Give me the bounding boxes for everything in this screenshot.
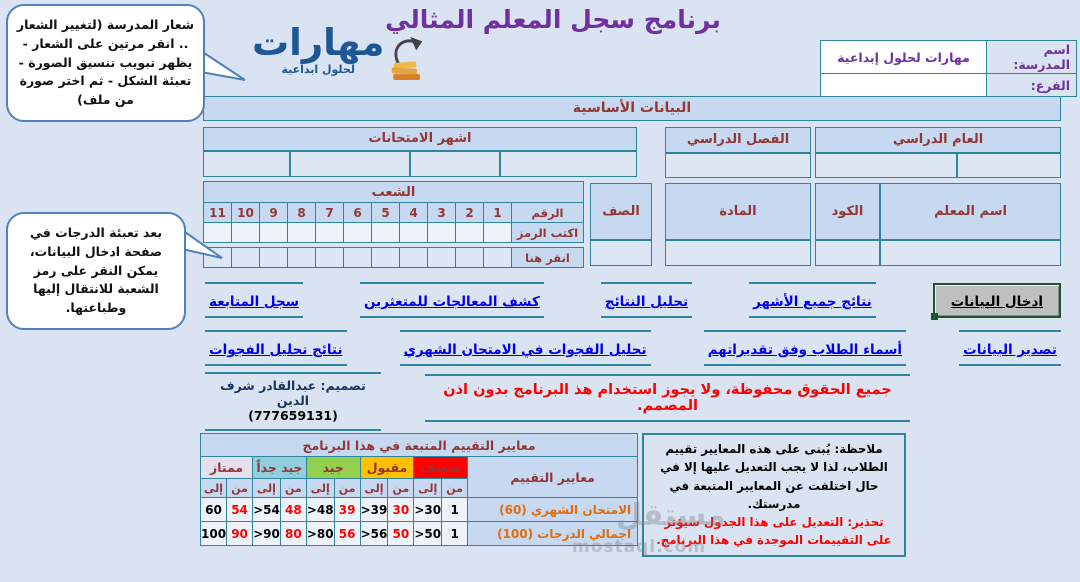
section-code-cell-4[interactable] [400,223,428,243]
section-number-5: 5 [372,203,400,223]
basic-data-section-title: البيانات الأساسية [203,96,1061,121]
logo-tagline: لحلول ابداعية [281,63,355,76]
nav-export-data[interactable] [959,330,1061,366]
logo-hint-text: شعار المدرسة (لتغيير الشعار .. انقر مرتين على الشعار - يظهر تبويب تنسيق الصورة - تعبئة الشكل - ثم اختر صورة من ملف) [16,17,195,107]
criteria-to-cell[interactable]: >90 [253,522,281,546]
school-logo[interactable] [252,21,427,98]
section-code-cell-7[interactable] [316,223,344,243]
grade-label: الصف [590,183,652,240]
to-label: إلى [360,479,388,498]
nav-export-data-label: تصدير البيانات [963,342,1057,358]
section-code-cell-8[interactable] [288,223,316,243]
sections-header: الشعب [204,182,584,203]
section-number-3: 3 [428,203,456,223]
nav-gap-analysis-results[interactable] [205,330,347,366]
grade-header-weak: ضعيف [414,457,468,479]
nav-all-months-results-label: نتائج جميع الأشهر [753,294,872,310]
criteria-col-label: معايير التقييم [468,457,638,498]
section-click-cell-7[interactable] [316,248,344,268]
criteria-table [200,433,638,546]
to-label: إلى [414,479,442,498]
subject-input[interactable] [665,240,811,266]
school-name-value[interactable]: مهارات لحلول إبداعية [821,41,987,74]
lamp-books-icon [388,24,427,90]
criteria-to-cell[interactable]: >48 [306,498,334,522]
note-text: ملاحظة: يُبنى على هذه المعايير تقييم الطلاب، لذا لا يجب التعديل عليها إلا في حال اختلفت عن المعايير المتبعة في مدرستك. [660,442,888,511]
nav-remedial-sheet-label: كشف المعالجات للمتعثرين [364,294,540,310]
exam-month-input-4[interactable] [203,151,290,177]
criteria-to-cell[interactable]: 60 [201,498,227,522]
criteria-to-cell[interactable]: 100 [201,522,227,546]
exam-month-input-2[interactable] [410,151,500,177]
criteria-to-cell[interactable]: >50 [414,522,442,546]
subject-block [665,183,811,266]
nav-results-analysis[interactable] [601,282,692,318]
designer-phone: (777659131) [248,408,338,423]
from-label: من [227,479,253,498]
section-code-cell-1[interactable] [484,223,512,243]
nav-gap-analysis-results-label: نتائج تحليل الفجوات [209,342,343,358]
nav-students-by-grade-label: أسماء الطلاب وفق تقديراتهم [707,342,903,358]
criteria-to-cell[interactable]: >54 [253,498,281,522]
grade-header-excellent: ممتاز [201,457,253,479]
nav-monthly-exam-gap-analysis[interactable] [400,330,651,366]
nav-monthly-exam-gap-analysis-label: تحليل الفجوات في الامتحان الشهري [403,342,647,358]
row-click-label: انقر هنا [512,248,584,268]
nav-row-1 [205,282,1061,318]
exam-months-block [203,127,637,177]
section-code-cell-5[interactable] [372,223,400,243]
row-number-label: الرقم [512,203,584,223]
nav-follow-up-record-label: سجل المتابعة [209,294,299,310]
branch-value[interactable] [821,74,987,97]
criteria-from-cell[interactable]: 80 [280,522,306,546]
section-number-6: 6 [344,203,372,223]
criteria-from-cell[interactable]: 39 [334,498,360,522]
section-click-cell-10[interactable] [232,248,260,268]
academic-year-label: العام الدراسي [815,127,1061,153]
copyright-notice: جميع الحقوق محفوظة، ولا يجوز استخدام هذ البرنامج بدون اذن المصمم. [425,374,910,422]
nav-remedial-sheet[interactable] [360,282,544,318]
exam-month-input-3[interactable] [290,151,410,177]
exam-month-input-1[interactable] [500,151,637,177]
section-click-cell-2[interactable] [456,248,484,268]
section-click-cell-4[interactable] [400,248,428,268]
nav-all-months-results[interactable] [749,282,876,318]
teacher-block [815,183,1061,266]
section-number-8: 8 [288,203,316,223]
section-number-7: 7 [316,203,344,223]
criteria-from-cell[interactable]: 54 [227,498,253,522]
logo-text-wrap [252,21,385,76]
criteria-row-label-total-grades: اجمالي الدرجات (100) [468,522,638,546]
to-label: إلى [201,479,227,498]
criteria-to-cell[interactable]: >30 [414,498,442,522]
academic-year-input-1[interactable] [957,153,1061,178]
grade-header-good: جيد [306,457,360,479]
sections-click-row [203,247,584,268]
from-label: من [442,479,468,498]
nav-results-analysis-label: تحليل النتائج [604,294,689,310]
section-click-cell-6[interactable] [344,248,372,268]
sections-hint-text: بعد تعبئة الدرجات في صفحة ادخال البيانات، يمكن النقر على رمز الشعبة للانتقال إليها وطباعتها. [29,225,163,315]
section-click-cell-9[interactable] [260,248,288,268]
section-number-4: 4 [400,203,428,223]
section-click-cell-3[interactable] [428,248,456,268]
section-code-cell-2[interactable] [456,223,484,243]
logo-hint-callout [6,4,205,122]
sections-hint-callout [6,212,186,330]
section-code-cell-6[interactable] [344,223,372,243]
grade-input[interactable] [590,240,652,266]
nav-data-entry-label: ادخال البيانات [950,293,1043,310]
from-label: من [280,479,306,498]
watermark-url: mostaql.com [572,537,707,557]
nav-data-entry[interactable] [933,283,1061,318]
section-click-cell-8[interactable] [288,248,316,268]
to-label: إلى [306,479,334,498]
section-number-11: 11 [204,203,232,223]
grade-header-very-good: جيد جداً [253,457,307,479]
watermark-arabic: مستقل [616,498,726,533]
section-code-cell-9[interactable] [260,223,288,243]
academic-year-block [815,127,1061,178]
callout-tail-2 [182,226,224,262]
school-info-table [820,40,1077,97]
criteria-from-cell[interactable]: 90 [227,522,253,546]
code-input[interactable] [815,240,880,266]
section-code-cell-10[interactable] [232,223,260,243]
criteria-to-cell[interactable]: >39 [360,498,388,522]
warning-text: تحذير: التعديل على هذا الجدول سيؤثر على التقييمات الموجدة في هذا البرنامج. [656,515,892,548]
section-click-cell-5[interactable] [372,248,400,268]
subject-label: المادة [665,183,811,240]
page-title: برنامج سجل المعلم المثالي [385,5,721,34]
criteria-from-cell[interactable]: 50 [388,522,414,546]
criteria-to-cell[interactable]: >56 [360,522,388,546]
section-code-cell-3[interactable] [428,223,456,243]
school-name-label: اسم المدرسة: [987,41,1077,74]
semester-label: الفصل الدراسي [665,127,811,153]
nav-row-2 [205,330,1061,366]
section-number-1: 1 [484,203,512,223]
to-label: إلى [253,479,281,498]
grade-block [590,183,652,266]
callout-tail [201,46,247,86]
grade-header-acceptable: مقبول [360,457,414,479]
semester-input[interactable] [665,153,811,178]
code-label: الكود [815,183,880,240]
logo-name: مهارات [252,21,385,64]
branch-label: الفرع: [987,74,1077,97]
section-number-2: 2 [456,203,484,223]
teacher-name-label: اسم المعلم [880,183,1061,240]
criteria-title: معايير التقييم المتبعة في هذا البرنامج [201,434,638,457]
criteria-from-cell[interactable]: 1 [442,522,468,546]
row-code-label: اكتب الرمز [512,223,584,243]
criteria-row-label-monthly-exam: الامتحان الشهري (60) [468,498,638,522]
designer-credit [205,372,381,431]
criteria-from-cell[interactable]: 48 [280,498,306,522]
semester-block [665,127,811,178]
section-number-10: 10 [232,203,260,223]
criteria-note [642,433,906,557]
nav-students-by-grade[interactable] [704,330,906,366]
criteria-from-cell[interactable]: 1 [442,498,468,522]
criteria-to-cell[interactable]: >80 [306,522,334,546]
section-number-9: 9 [260,203,288,223]
from-label: من [388,479,414,498]
from-label: من [334,479,360,498]
designer-name: تصميم: عبدالقادر شرف الدين [220,378,366,408]
sections-table [203,181,584,243]
exam-months-label: اشهر الامتحانات [203,127,637,151]
academic-year-input-2[interactable] [815,153,957,178]
criteria-from-cell[interactable]: 56 [334,522,360,546]
teacher-name-input[interactable] [880,240,1061,266]
criteria-from-cell[interactable]: 30 [388,498,414,522]
section-click-cell-1[interactable] [484,248,512,268]
nav-follow-up-record[interactable] [205,282,303,318]
